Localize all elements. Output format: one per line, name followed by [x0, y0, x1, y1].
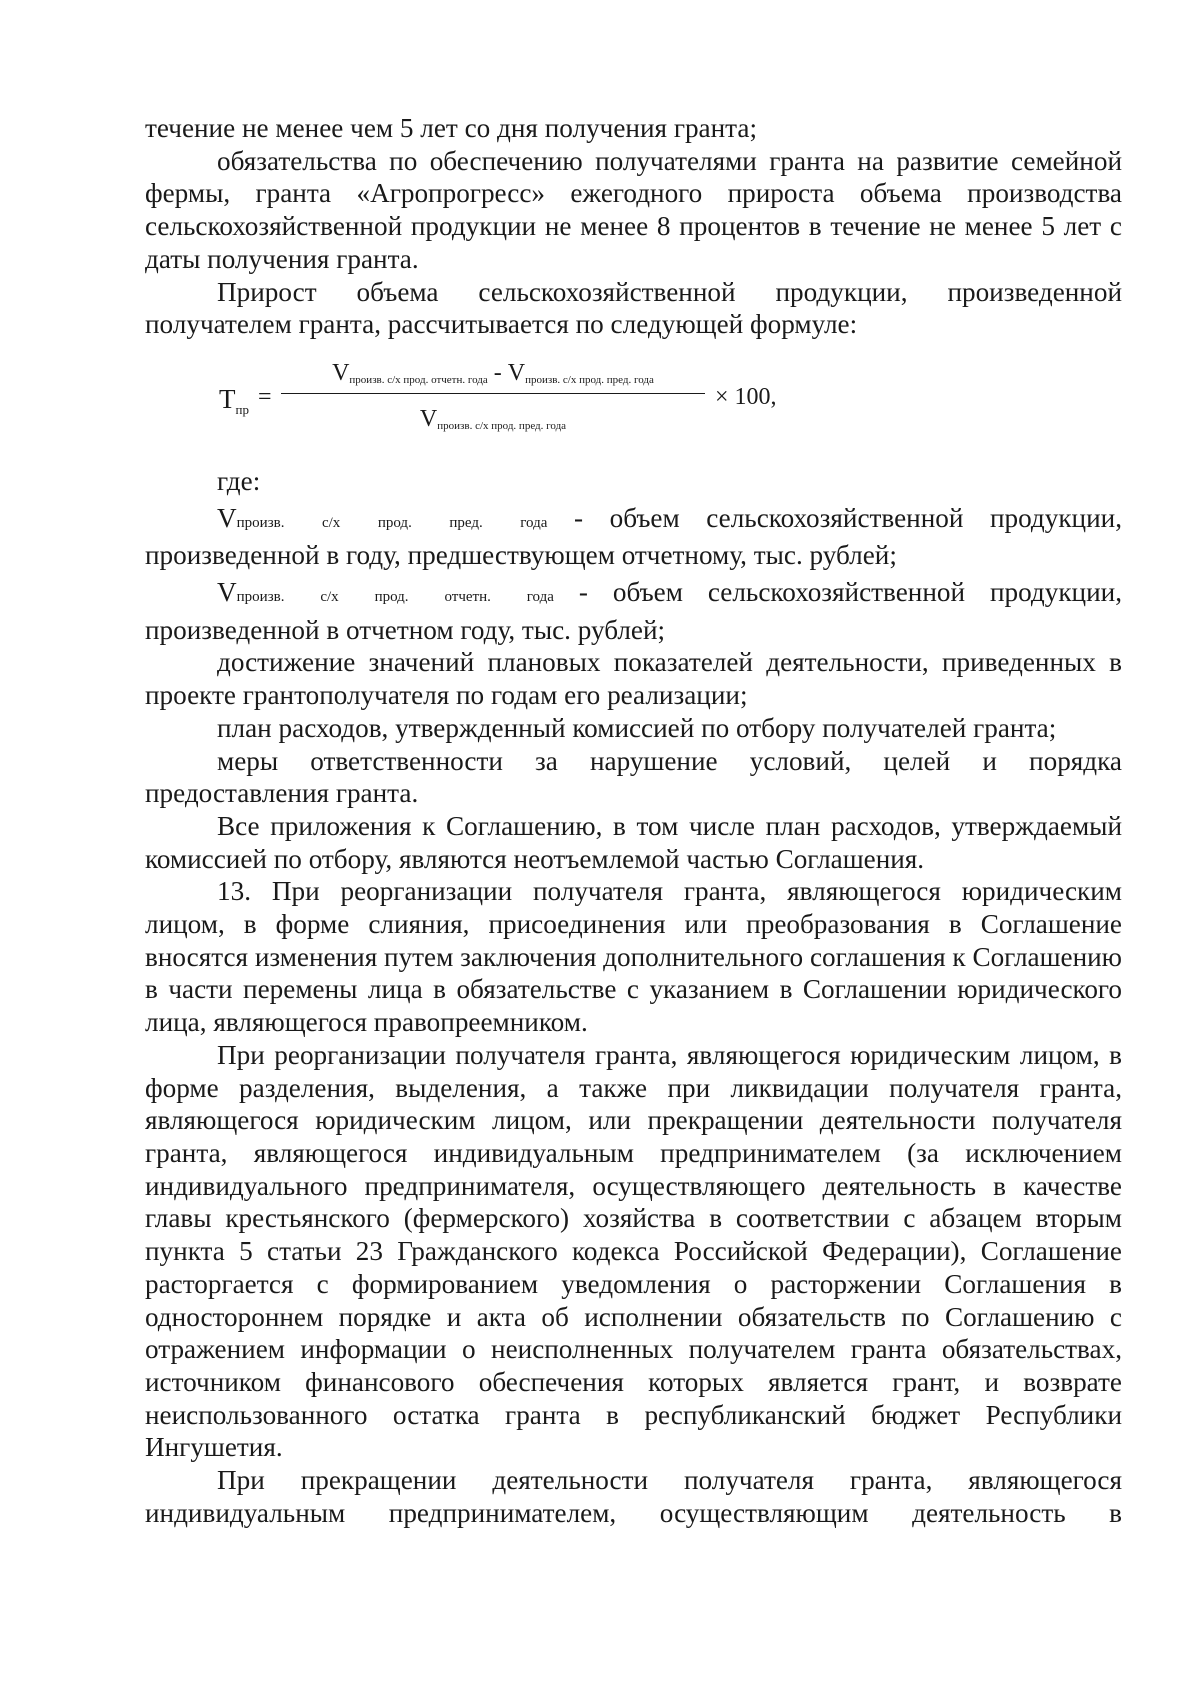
- paragraph-13-reorganization: 13. При реорганизации получателя гранта, являющегося юридическим лицом, в форме слияния, присоединения или преобразования в Соглашение вносятся изменения путем заключения дополнительного соглашения к Соглашению в части перемены лица в обязательстве с указанием в Соглашении юридического лица, являющегося правопреемником.: [145, 876, 1122, 1038]
- definition-prev-year: Vпроизв. с/х прод. пред. года - объем сельскохозяйственной продукции, произведенной в году, предшествующем отчетному, тыс. рублей;: [145, 502, 1122, 571]
- formula-denominator: $V_{произв. с/х прод. пред. года}$: [419, 405, 567, 432]
- formula-fraction-bar: [281, 393, 705, 394]
- paragraph-obligations-growth: обязательства по обеспечению получателями гранта на развитие семейной фермы, гранта «Агропрогресс» ежегодного прироста объема производства сельскохозяйственной продукции не менее 8 процентов в течение не менее 5 лет с даты получения гранта.: [145, 145, 1122, 274]
- where-label: где:: [217, 465, 261, 496]
- paragraph-growth-formula-intro: Прирост объема сельскохозяйственной продукции, произведенной получателем гранта, рассчитывается по следующей формуле:: [145, 276, 1122, 340]
- definition-current-year: Vпроизв. с/х прод. отчетн. года - объем сельскохозяйственной продукции, произведенной в отчетном году, тыс. рублей;: [145, 577, 1122, 645]
- document-body: [145, 112, 1122, 1529]
- formula-numerator: $V_{произв. с/х прод. отчетн. года} - V_{произв. с/х прод. пред. года}$: [332, 359, 654, 386]
- growth-formula: [145, 341, 1122, 465]
- paragraph-expense-plan: план расходов, утвержденный комиссией по отбору получателей гранта;: [217, 712, 1057, 743]
- paragraph-liability: меры ответственности за нарушение условий, целей и порядка предоставления гранта.: [145, 745, 1122, 809]
- paragraph-appendices: Все приложения к Соглашению, в том числе план расходов, утверждаемый комиссией по отбору, являются неотъемлемой частью Соглашения.: [145, 810, 1122, 874]
- formula-lhs: $Т_{пр}$: [219, 383, 249, 417]
- formula-multiplier: × 100,: [715, 383, 777, 410]
- paragraph-plan-indicators: достижение значений плановых показателей деятельности, приведенных в проекте грантополучателя по годам его реализации;: [145, 647, 1122, 711]
- paragraph-termination: При реорганизации получателя гранта, являющегося юридическим лицом, в форме разделения, выделения, а также при ликвидации получателя гранта, являющегося юридическим лицом, или прекращении деятельности получателя гранта, являющегося индивидуальным предпринимателем (за исключением индивидуального предпринимателя, осуществляющего деятельность в качестве главы крестьянского (фермерского) хозяйства в соответствии с абзацем вторым пункта 5 статьи 23 Гражданского кодекса Российской Федерации), Соглашение расторгается с формированием уведомления о расторжении Соглашения в одностороннем порядке и акта об исполнении обязательств по Соглашению с отражением информации о неисполненных получателем гранта обязательствах, источником финансового обеспечения которых является грант, и возврате неиспользованного остатка гранта в республиканский бюджет Республики Ингушетия.: [145, 1039, 1122, 1463]
- formula-equals: =: [258, 383, 272, 410]
- paragraph-cessation: При прекращении деятельности получателя гранта, являющегося индивидуальным предпринимателем, осуществляющим деятельность в: [145, 1465, 1122, 1528]
- paragraph-continuation: течение не менее чем 5 лет со дня получения гранта;: [145, 113, 758, 143]
